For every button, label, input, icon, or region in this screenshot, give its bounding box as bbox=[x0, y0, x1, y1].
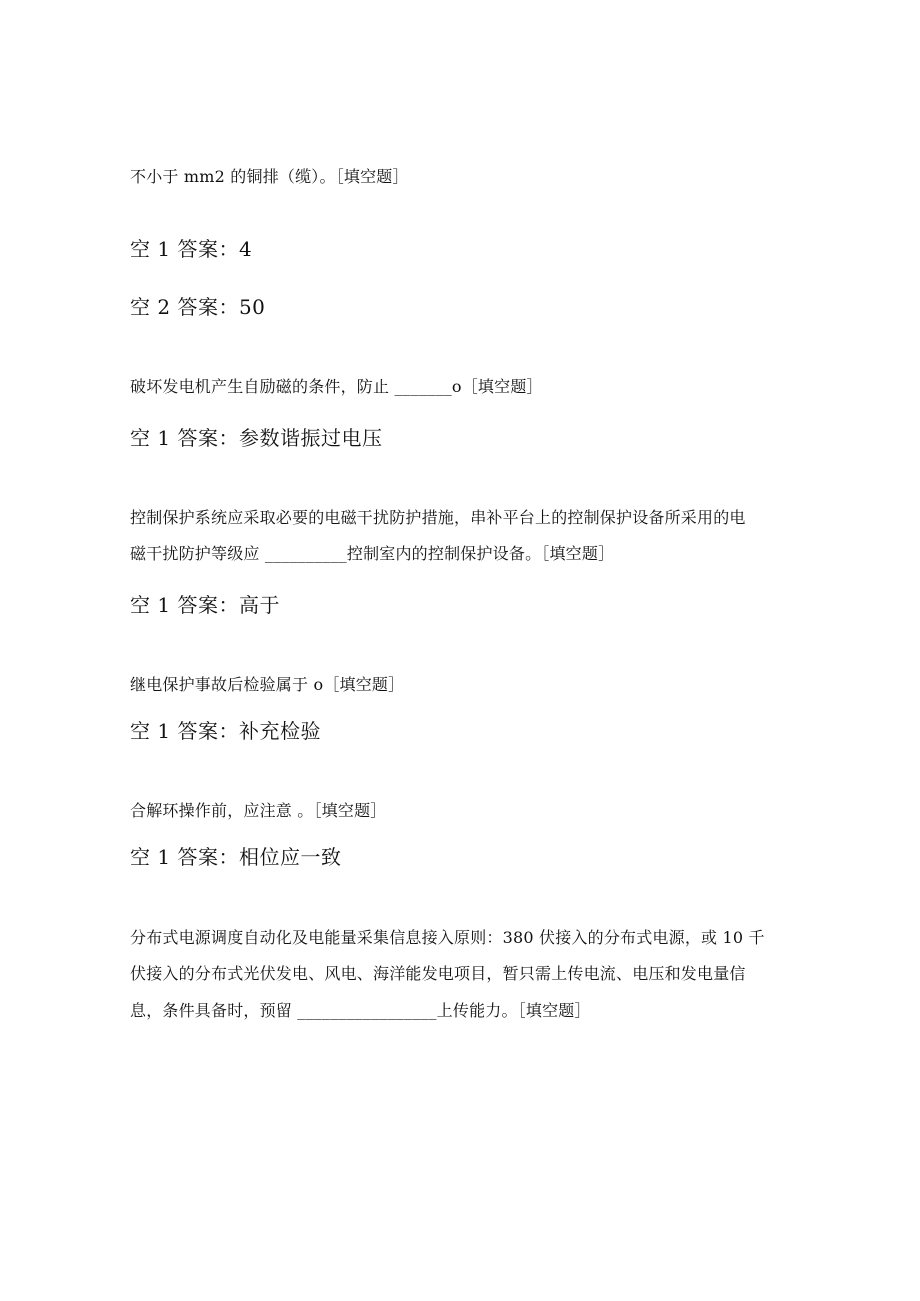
question-1-answer-2: 空 2 答案：50 bbox=[130, 295, 266, 319]
question-6-text-line-1: 分布式电源调度自动化及电能量采集信息接入原则：380 伏接入的分布式电源，或 10 千 bbox=[130, 928, 765, 947]
question-4-answer-1: 空 1 答案：补充检验 bbox=[130, 719, 321, 743]
question-2-text: 破坏发电机产生自励磁的条件，防止 _______o［填空题］ bbox=[130, 377, 543, 396]
question-6-text-line-2: 伏接入的分布式光伏发电、风电、海洋能发电项目，暂只需上传电流、电压和发电量信 bbox=[130, 964, 746, 983]
question-5-answer-1: 空 1 答案：相位应一致 bbox=[130, 845, 342, 869]
question-6-text-line-3: 息，条件具备时，预留 _________________上传能力。［填空题］ bbox=[130, 1001, 591, 1020]
question-1-text: 不小于 mm2 的铜排（缆）。［填空题］ bbox=[130, 167, 409, 186]
question-3-text-line-1: 控制保护系统应采取必要的电磁干扰防护措施，串补平台上的控制保护设备所采用的电 bbox=[130, 508, 746, 527]
question-3-text-line-2: 磁干扰防护等级应 __________控制室内的控制保护设备。［填空题］ bbox=[130, 544, 615, 563]
question-4-text: 继电保护事故后检验属于 o［填空题］ bbox=[130, 675, 405, 694]
question-5-text: 合解环操作前，应注意 。［填空题］ bbox=[130, 801, 387, 820]
question-2-answer-1: 空 1 答案：参数谐振过电压 bbox=[130, 426, 383, 450]
question-3-answer-1: 空 1 答案：高于 bbox=[130, 593, 280, 617]
question-1-answer-1: 空 1 答案：4 bbox=[130, 237, 253, 261]
